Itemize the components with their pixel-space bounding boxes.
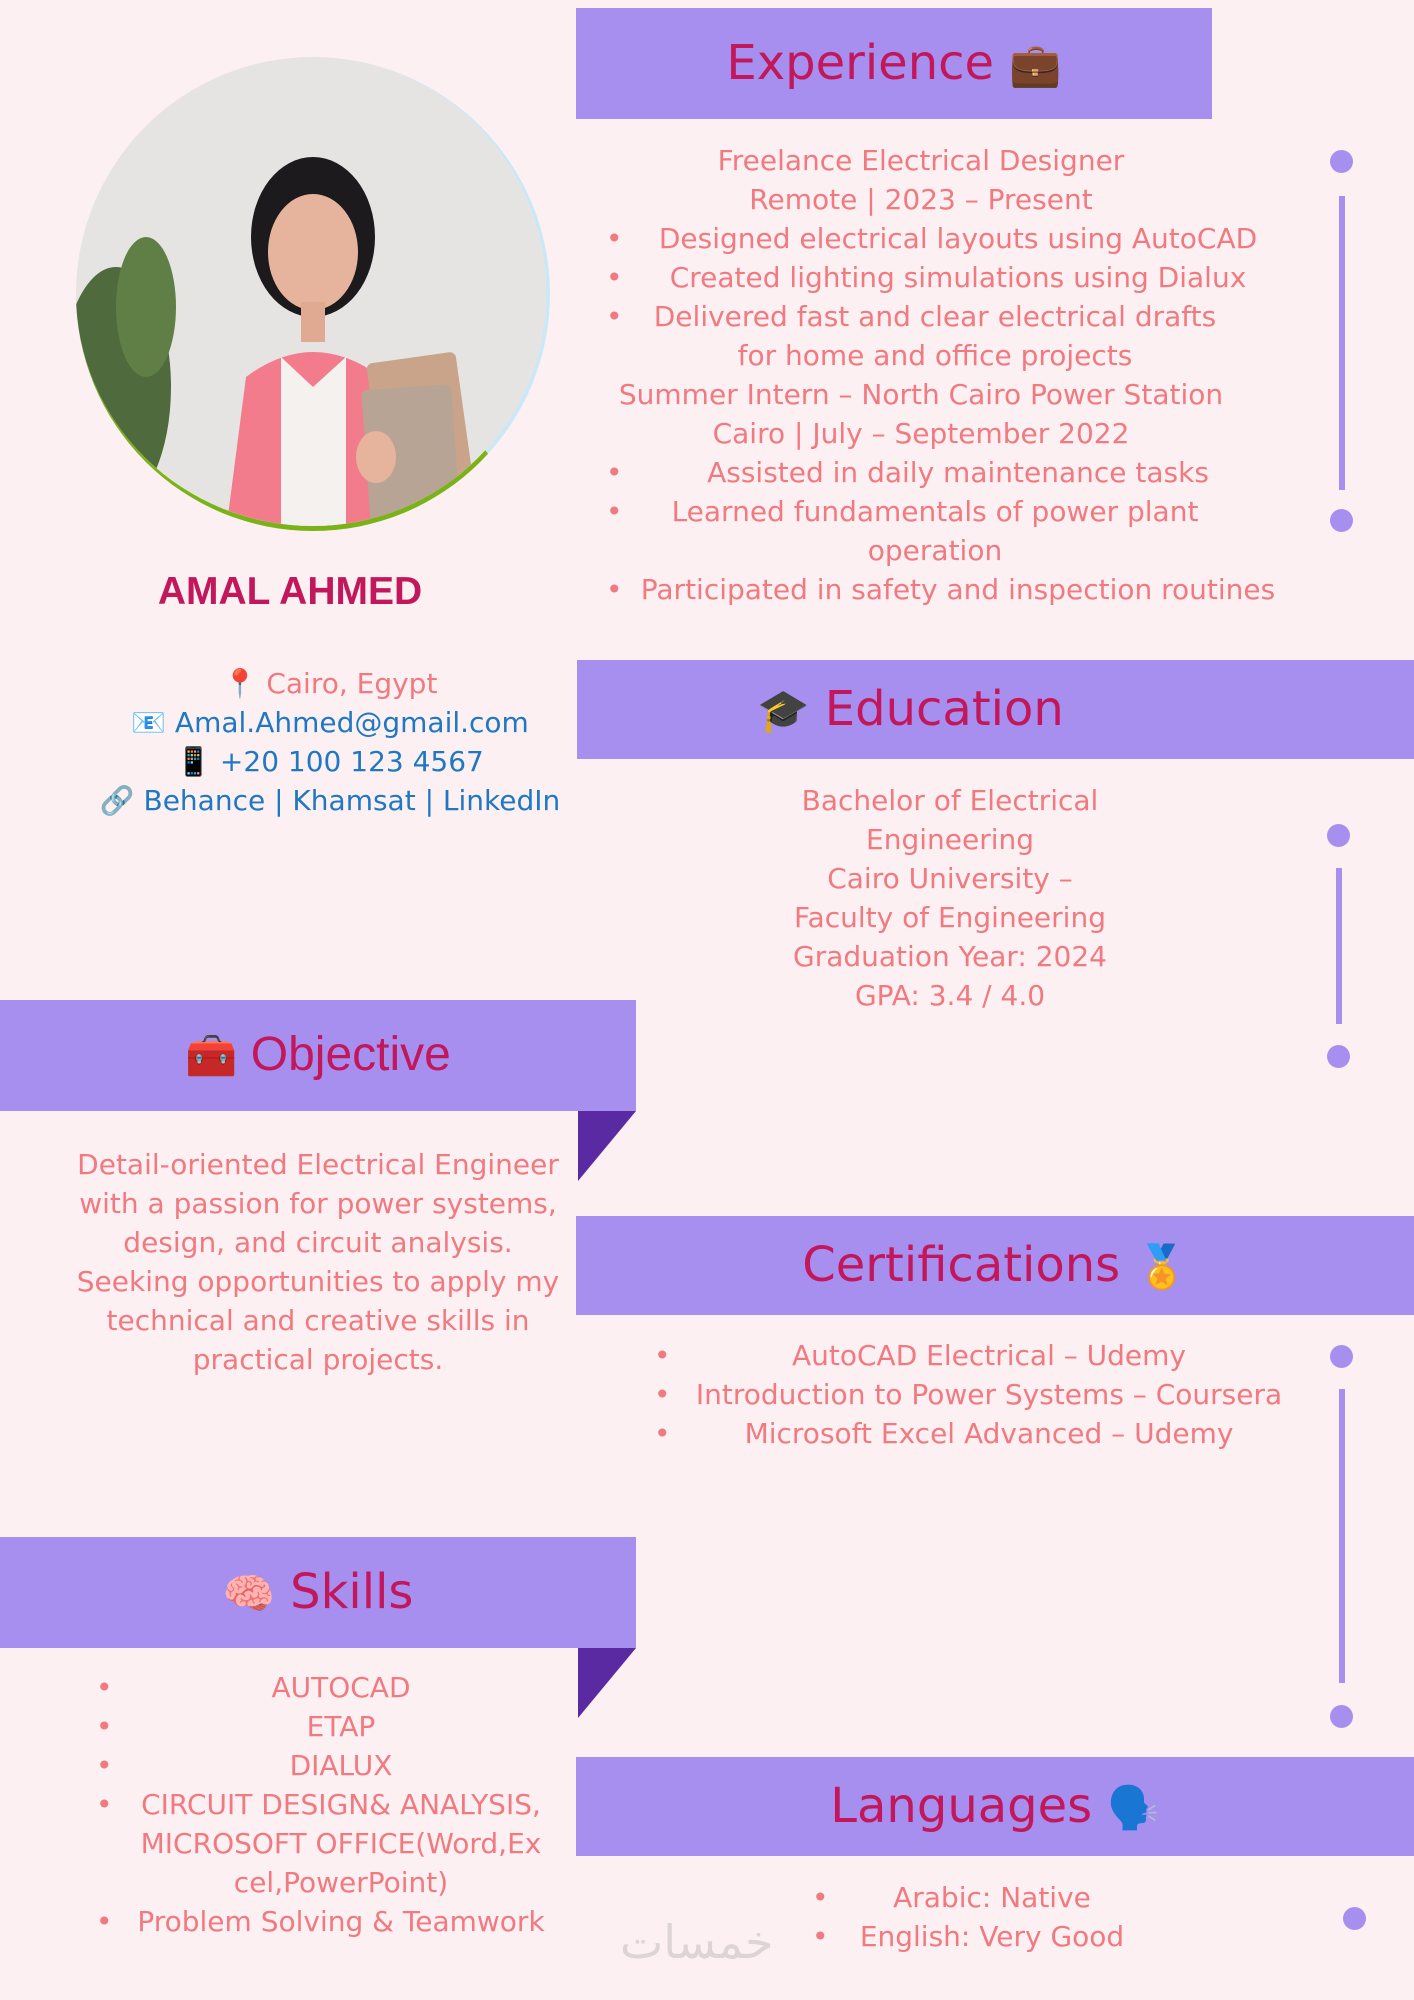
education-body	[740, 781, 1160, 1015]
contact-phone[interactable]	[80, 742, 580, 781]
location-pin-icon: 📍	[222, 667, 258, 700]
timeline-line	[1339, 196, 1345, 490]
languages-header	[576, 1757, 1414, 1856]
contact-block	[80, 664, 580, 820]
education-title: Education	[824, 681, 1064, 737]
profile-photo	[76, 57, 550, 531]
timeline-line	[1339, 1389, 1345, 1683]
certifications-list	[654, 1336, 1294, 1453]
list-item	[812, 1917, 1142, 1956]
job-title: Summer Intern – North Cairo Power Station	[618, 378, 1224, 411]
timeline-dot	[1330, 1705, 1353, 1728]
timeline-dot	[1330, 509, 1353, 532]
bullet-text: Participated in safety and inspection routines	[640, 573, 1276, 606]
watermark-logo: خمسات	[620, 1915, 774, 1969]
university: Cairo University – Faculty of Engineering	[794, 862, 1106, 934]
list-item	[96, 1902, 546, 1941]
link-icon: 🔗	[99, 784, 135, 817]
contact-location	[80, 664, 580, 703]
job-bullets	[606, 453, 1276, 609]
brain-icon: 🧠	[222, 1569, 275, 1618]
objective-text: Detail-oriented Electrical Engineer with a passion for power systems, design, and circuit analysis. Seeking opportunities to apply my technical and creative skills in practical projects.	[76, 1148, 560, 1376]
list-item	[606, 492, 1230, 570]
skills-list	[96, 1668, 546, 1941]
language-text: English: Very Good	[859, 1920, 1125, 1953]
language-text: Arabic: Native	[893, 1881, 1091, 1914]
list-item	[96, 1707, 546, 1746]
degree: Bachelor of Electrical Engineering	[801, 784, 1099, 856]
gpa: GPA: 3.4 / 4.0	[854, 979, 1046, 1012]
contact-links[interactable]	[80, 781, 580, 820]
phone-text[interactable]: +20 100 123 4567	[219, 745, 484, 778]
skill-text: CIRCUIT DESIGN& ANALYSIS,MICROSOFT OFFICE(Word,Excel,PowerPoint)	[140, 1788, 542, 1899]
job-meta: Remote | 2023 – Present	[749, 183, 1093, 216]
list-item	[96, 1785, 546, 1902]
list-item	[606, 453, 1276, 492]
speaking-head-icon: 🗣️	[1107, 1783, 1160, 1832]
skills-fold	[578, 1648, 636, 1718]
objective-fold	[578, 1111, 636, 1181]
skill-text: DIALUX	[289, 1749, 393, 1782]
experience-body	[606, 141, 1276, 609]
timeline-dot	[1327, 1045, 1350, 1068]
list-item	[96, 1746, 546, 1785]
medal-icon: 🏅	[1135, 1242, 1188, 1291]
languages-title: Languages	[830, 1778, 1093, 1834]
objective-title: Objective	[250, 1028, 451, 1081]
skill-text: AUTOCAD	[271, 1671, 411, 1704]
location-text: Cairo, Egypt	[266, 667, 438, 700]
candidate-name: AMAL AHMED	[157, 570, 423, 613]
contact-email[interactable]	[80, 703, 580, 742]
list-item	[606, 258, 1276, 297]
bullet-text: Assisted in daily maintenance tasks	[707, 456, 1209, 489]
bullet-text: Created lighting simulations using Dialux	[669, 261, 1247, 294]
timeline-dot	[1330, 150, 1353, 173]
skill-text: Problem Solving & Teamwork	[137, 1905, 545, 1938]
job-title: Freelance Electrical Designer	[717, 144, 1125, 177]
job-bullets	[606, 219, 1276, 375]
briefcase-icon: 💼	[1009, 40, 1062, 89]
timeline-dot	[1330, 1345, 1353, 1368]
timeline-dot	[1327, 824, 1350, 847]
portrait-illustration	[76, 57, 550, 531]
objective-header	[0, 1000, 636, 1111]
certification-text: Microsoft Excel Advanced – Udemy	[744, 1417, 1234, 1450]
experience-title: Experience	[726, 35, 995, 91]
certifications-title: Certifications	[802, 1237, 1121, 1293]
graduation-year: Graduation Year: 2024	[793, 940, 1107, 973]
job-meta: Cairo | July – September 2022	[712, 417, 1130, 450]
skills-header	[0, 1537, 636, 1648]
list-item	[812, 1878, 1142, 1917]
list-item	[654, 1375, 1294, 1414]
certification-text: AutoCAD Electrical – Udemy	[791, 1339, 1186, 1372]
certifications-header	[576, 1216, 1414, 1315]
graduation-cap-icon: 🎓	[757, 686, 810, 735]
list-item	[606, 297, 1230, 375]
list-item	[606, 219, 1276, 258]
toolbox-icon: 🧰	[185, 1032, 238, 1079]
links-text[interactable]: Behance | Khamsat | LinkedIn	[143, 784, 561, 817]
timeline-line	[1336, 868, 1342, 1024]
list-item	[654, 1414, 1294, 1453]
email-text[interactable]: Amal.Ahmed@gmail.com	[174, 706, 529, 739]
phone-icon: 📱	[176, 745, 212, 778]
list-item	[606, 570, 1276, 609]
list-item	[654, 1336, 1294, 1375]
languages-list	[812, 1878, 1142, 1956]
education-header	[577, 660, 1414, 759]
certification-text: Introduction to Power Systems – Coursera	[695, 1378, 1283, 1411]
skill-text: ETAP	[306, 1710, 376, 1743]
bullet-text: Delivered fast and clear electrical drafts for home and office projects	[653, 300, 1217, 372]
experience-header	[576, 8, 1212, 119]
list-item	[96, 1668, 546, 1707]
email-icon: 📧	[131, 706, 167, 739]
timeline-dot	[1343, 1907, 1366, 1930]
bullet-text: Designed electrical layouts using AutoCAD	[658, 222, 1258, 255]
skills-title: Skills	[290, 1564, 414, 1620]
bullet-text: Learned fundamentals of power plant operation	[671, 495, 1199, 567]
